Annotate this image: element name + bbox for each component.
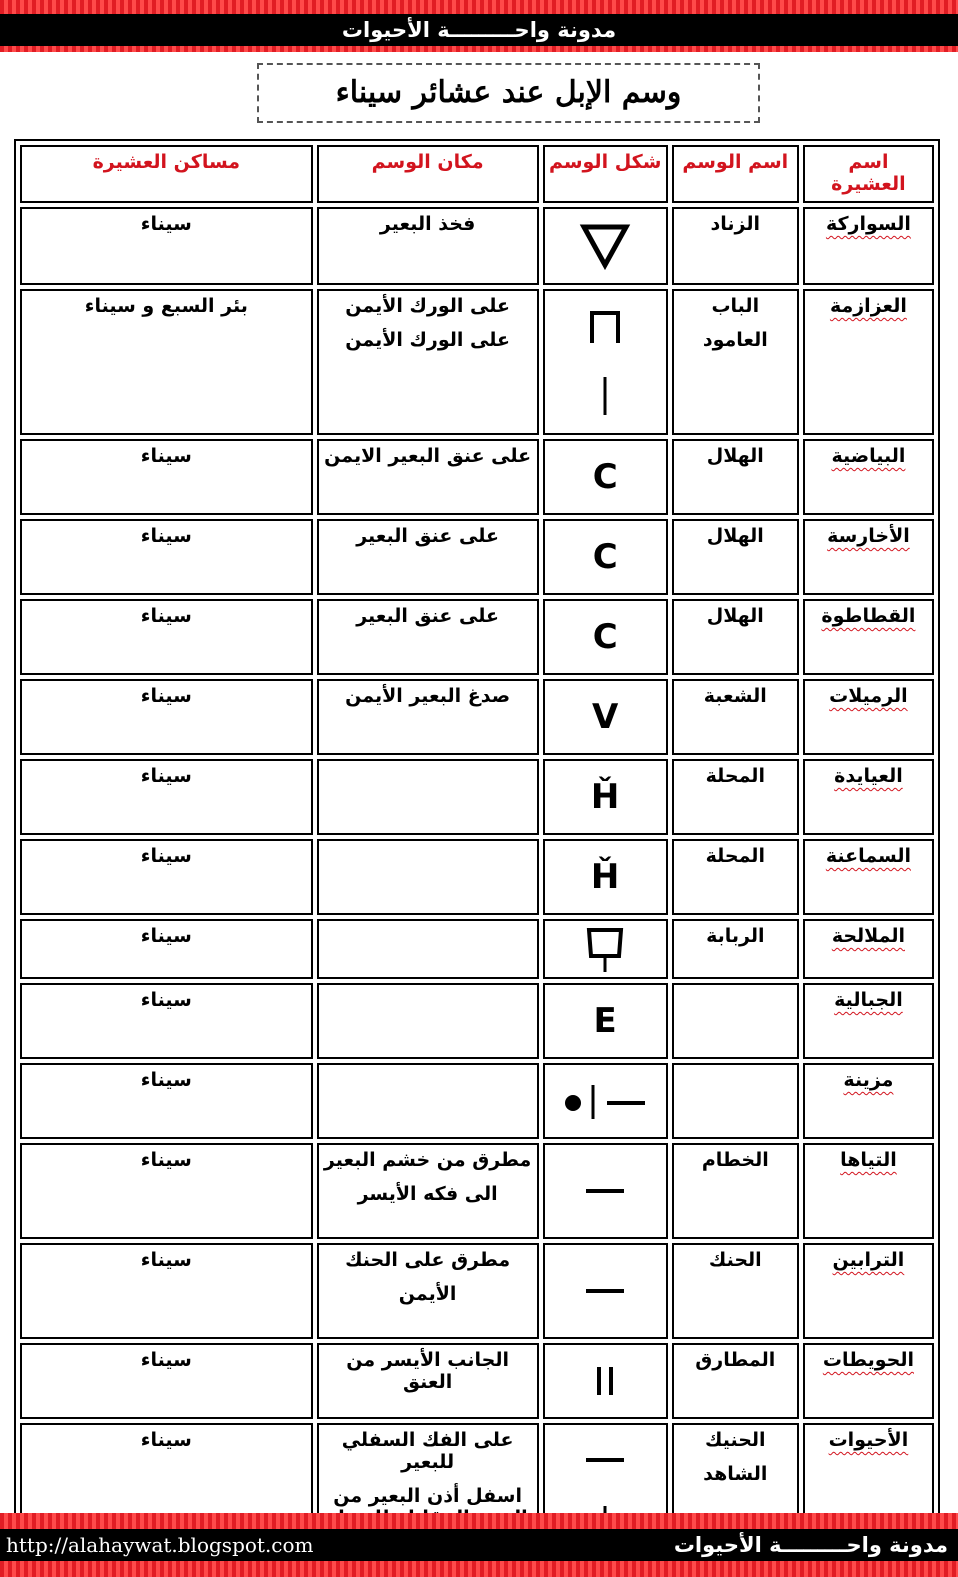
table-row [20,1243,934,1339]
mark-shape-cell [543,839,668,915]
tribe-name-cell-text: السواركة [825,213,911,235]
tribe-home-cell [20,919,313,979]
mark-place-cell-text: على الفك السفلي للبعير [341,1429,514,1473]
tribe-home-cell-text: سيناء [140,1069,192,1091]
mark-name-cell [672,759,799,835]
brand-double-bar-icon [593,1364,617,1398]
tribe-name-cell [803,919,934,979]
tribe-name-cell-text: الملالحة [831,925,905,947]
footer-bar [0,1529,958,1561]
table-row [20,207,934,285]
mark-name-cell-text: الزناد [710,213,761,235]
tribe-home-cell-text: سيناء [140,605,192,627]
col-tribe-home: مساكن العشيرة [20,145,313,203]
tribe-home-cell-text: بئر السبع و سيناء [84,295,248,317]
tribe-home-cell [20,983,313,1059]
table-row [20,1343,934,1419]
mark-place-cell-text: مطرق على الحنك [345,1249,511,1271]
mark-place-cell-text-2: الى فكه الأيسر [357,1183,498,1205]
mark-shape-cell [543,289,668,435]
tribe-home-cell [20,289,313,435]
mark-place-cell [317,439,539,515]
mark-shape-cell [543,919,668,979]
brand-triangle-icon [578,221,632,271]
mark-place-cell-text-2: اسفل أذن البعير من [333,1485,522,1507]
mark-shape-cell [543,759,668,835]
table-row [20,983,934,1059]
tribe-name-cell [803,1143,934,1239]
brand-dot-bar-dash-icon [563,1081,647,1121]
table-row [20,439,934,515]
mark-shape-cell [543,439,668,515]
tribe-name-cell-text: الجبالية [834,989,903,1011]
tribe-name-cell [803,1243,934,1339]
mark-place-cell [317,1063,539,1139]
mark-shape-cell [543,519,668,595]
col-mark-place: مكان الوسم [317,145,539,203]
table-row [20,1063,934,1139]
mark-name-cell-text: الخطام [701,1149,769,1171]
tribe-name-cell [803,839,934,915]
mark-name-cell [672,839,799,915]
bottom-red-band-2 [0,1561,958,1577]
mark-shape-cell [543,1343,668,1419]
tribe-name-cell [803,439,934,515]
brand-door-pole-icon [585,307,625,417]
tribe-home-cell [20,679,313,755]
mark-name-cell-text: الهلال [706,605,764,627]
col-mark-name: اسم الوسم [672,145,799,203]
brand-letter-icon: C [592,537,618,577]
mark-name-cell [672,1063,799,1139]
mark-place-cell [317,679,539,755]
mark-place-cell [317,1143,539,1239]
table-row [20,599,934,675]
table-row [20,519,934,595]
tribe-home-cell-text: سيناء [140,1429,192,1451]
mark-name-cell-text: الحنك [708,1249,762,1271]
mark-name-cell [672,289,799,435]
mark-name-cell-text: الحنيك [705,1429,766,1451]
tribe-name-cell-text: السماعنة [825,845,911,867]
mark-name-cell-text: الربابة [706,925,765,947]
page-title: وسم الإبل عند عشائر سيناء [257,63,760,123]
mark-name-cell-text: الشعبة [703,685,767,707]
mark-shape-cell [543,1243,668,1339]
tribe-home-cell-text: سيناء [140,1149,192,1171]
mark-name-cell [672,919,799,979]
brand-letter-icon: C [592,457,618,497]
tribe-name-cell-text: القطاطوة [821,605,916,627]
tribe-name-cell-text: العيايدة [834,765,903,787]
brand-letter-icon: Ȟ [590,857,620,897]
mark-shape-cell [543,599,668,675]
mark-place-cell-text: فخذ البعير [379,213,476,235]
col-mark-shape: شكل الوسم [543,145,668,203]
mark-place-cell [317,983,539,1059]
mark-shape-cell [543,207,668,285]
tribe-home-cell-text: سيناء [140,765,192,787]
tribe-home-cell-text: سيناء [140,525,192,547]
brand-letter-icon: V [592,697,619,737]
mark-name-cell [672,1243,799,1339]
table-row [20,919,934,979]
brand-letter-icon: Ȟ [590,777,620,817]
tribe-home-cell-text: سيناء [140,685,192,707]
mark-name-cell-text: المطارق [695,1349,776,1371]
tribe-name-cell [803,759,934,835]
tribe-name-cell-text: التياها [840,1149,897,1171]
header-bar [0,14,958,46]
tribe-home-cell [20,439,313,515]
mark-shape-cell [543,1063,668,1139]
tribe-name-cell [803,983,934,1059]
top-red-band [0,0,958,14]
tribe-home-cell-text: سيناء [140,213,192,235]
mark-place-cell-text: على عنق البعير [356,605,499,627]
bottom-red-band [0,1513,958,1529]
tribe-name-cell-text: مزينة [843,1069,894,1091]
mark-name-cell [672,599,799,675]
mark-place-cell-text-2: على الورك الأيمن [345,329,510,351]
tribe-name-cell [803,289,934,435]
brand-rababa-icon [583,924,627,974]
mark-name-cell-text: المحلة [705,765,765,787]
mark-place-cell-text: الجانب الأيسر من العنق [346,1349,509,1393]
mark-place-cell-text: على عنق البعير الايمن [324,445,532,467]
tribe-home-cell [20,519,313,595]
tribe-home-cell-text: سيناء [140,1249,192,1271]
tribe-name-cell-text: العزازمة [829,295,907,317]
mark-name-cell [672,519,799,595]
tribe-home-cell-text: سيناء [140,845,192,867]
mark-place-cell-text: على عنق البعير [356,525,499,547]
mark-place-cell-text: على الورك الأيمن [345,295,510,317]
mark-name-cell [672,207,799,285]
brands-table [14,139,940,1575]
tribe-home-cell-text: سيناء [140,989,192,1011]
tribe-name-cell-text: الرميلات [829,685,908,707]
mark-shape-cell [543,679,668,755]
tribe-name-cell-text: الأخارسة [827,525,910,547]
mark-place-cell [317,759,539,835]
tribe-name-cell [803,207,934,285]
mark-name-cell [672,439,799,515]
mark-place-cell [317,839,539,915]
mark-name-cell-text: الهلال [706,445,764,467]
tribe-name-cell [803,679,934,755]
mark-name-cell [672,679,799,755]
tribe-home-cell [20,599,313,675]
tribe-home-cell-text: سيناء [140,925,192,947]
tribe-home-cell [20,207,313,285]
mark-place-cell [317,599,539,675]
tribe-home-cell-text: سيناء [140,1349,192,1371]
tribe-home-cell-text: سيناء [140,445,192,467]
tribe-name-cell [803,519,934,595]
tribe-home-cell [20,1063,313,1139]
mark-name-cell-text-2: الشاهد [703,1463,768,1485]
mark-shape-cell [543,983,668,1059]
col-tribe-name: اسم العشيرة [803,145,934,203]
brand-dash-icon [584,1181,626,1201]
tribe-name-cell-text: الحويطات [822,1349,914,1371]
table-row [20,1143,934,1239]
tribe-name-cell-text: البياضية [831,445,906,467]
tribe-name-cell [803,1063,934,1139]
top-red-stripe [0,46,958,52]
mark-name-cell-text: الباب [711,295,760,317]
table-row [20,289,934,435]
mark-name-cell-text: الهلال [706,525,764,547]
mark-place-cell [317,1243,539,1339]
mark-place-cell-text-2: الأيمن [398,1283,457,1305]
mark-place-cell [317,519,539,595]
mark-place-cell-text: مطرق من خشم البعير [323,1149,532,1171]
tribe-home-cell [20,759,313,835]
table-row [20,759,934,835]
blog-url[interactable]: http://alahaywat.blogspot.com [6,1533,314,1557]
tribe-name-cell-text: الترابين [832,1249,905,1271]
tribe-home-cell [20,1343,313,1419]
mark-name-cell-text: المحلة [705,845,765,867]
mark-place-cell [317,289,539,435]
mark-place-cell [317,919,539,979]
table-row [20,679,934,755]
header-row [20,145,934,203]
tribe-name-cell-text: الأحيوات [828,1429,909,1451]
mark-shape-cell [543,1143,668,1239]
brand-letter-icon: C [592,617,618,657]
mark-place-cell [317,1343,539,1419]
mark-place-cell [317,207,539,285]
table-row [20,839,934,915]
mark-name-cell [672,1343,799,1419]
brand-letter-icon: E [593,1001,617,1041]
footer-blog-name: مدونة واحـــــــــة الأحيوات [673,1533,948,1557]
mark-name-cell [672,1143,799,1239]
mark-place-cell-text: صدغ البعير الأيمن [345,685,511,707]
mark-name-cell-text-2: العامود [702,329,768,351]
tribe-home-cell [20,1243,313,1339]
tribe-name-cell [803,1343,934,1419]
mark-name-cell [672,983,799,1059]
blog-name: مدونة واحـــــــــة الأحيوات [341,18,617,42]
tribe-name-cell [803,599,934,675]
tribe-home-cell [20,1143,313,1239]
brand-dash-icon [584,1281,626,1301]
tribe-home-cell [20,839,313,915]
